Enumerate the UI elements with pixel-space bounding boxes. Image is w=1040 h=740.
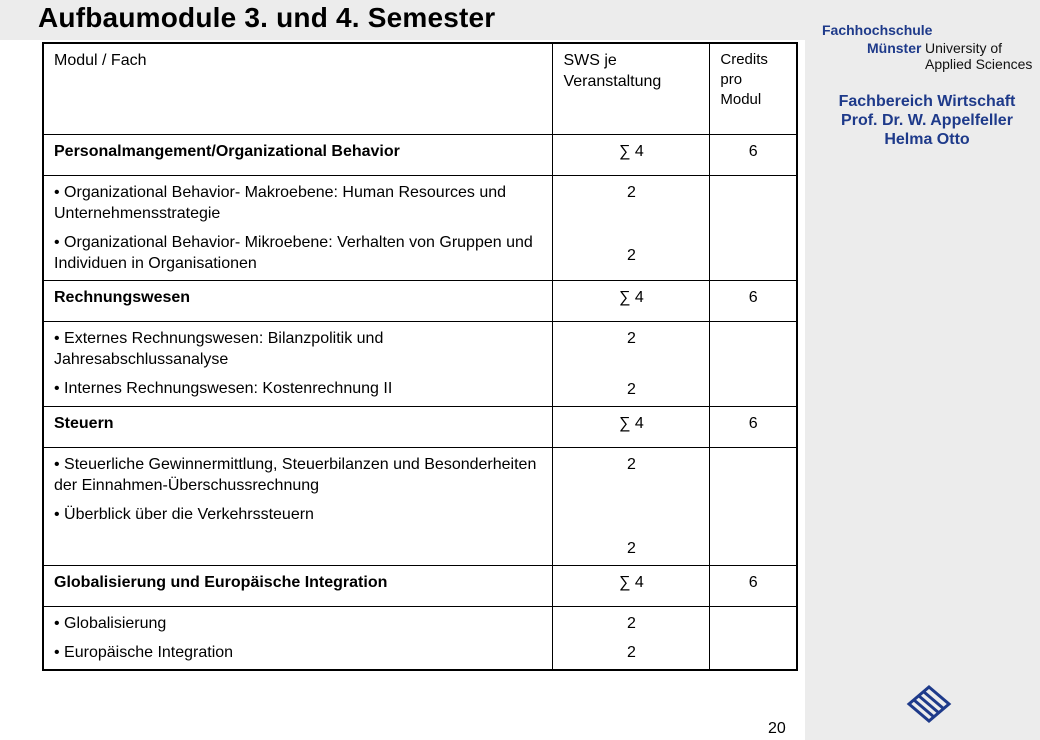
course-row (43, 448, 797, 566)
page-number: 20 (768, 720, 786, 737)
course-item: • Organizational Behavior- Makroebene: Human Resources und Unternehmensstrategie (54, 184, 507, 222)
course-item: • Globalisierung (54, 615, 167, 632)
module-name: Steuern (43, 407, 553, 448)
info-department: Fachbereich Wirtschaft (838, 93, 1016, 110)
logo-university-of: University of (925, 40, 1003, 56)
logo-fachhochschule: Fachhochschule (822, 22, 933, 38)
course-item: • Internes Rechnungswesen: Kostenrechnung II (54, 380, 393, 397)
header-sws (553, 43, 710, 135)
course-item: • Externes Rechnungswesen: Bilanzpolitik und Jahresabschlussanalyse (54, 330, 384, 368)
module-name: Globalisierung und Europäische Integration (43, 566, 553, 607)
course-row (43, 176, 797, 281)
fh-logo-cube-icon (906, 684, 952, 724)
module-sws: ∑ 4 (553, 566, 710, 607)
course-item: • Organizational Behavior- Mikroebene: Verhalten von Gruppen und Individuen in Organisationen (54, 234, 533, 272)
header-credits (710, 43, 797, 135)
logo-applied-sciences: Applied Sciences (925, 56, 1033, 72)
module-sws: ∑ 4 (553, 135, 710, 176)
info-professor: Prof. Dr. W. Appelfeller (841, 112, 1013, 129)
module-name: Personalmangement/Organizational Behavior (43, 135, 553, 176)
course-sws-value: 2 (626, 540, 636, 557)
course-row (43, 607, 797, 671)
module-table (42, 42, 798, 671)
course-sws-value: 2 (626, 330, 636, 347)
course-item: • Überblick über die Verkehrssteuern (54, 506, 314, 523)
course-credits-empty (710, 607, 797, 671)
course-credits-empty (710, 322, 797, 407)
module-row (43, 135, 797, 176)
module-credits: 6 (710, 281, 797, 322)
module-sws: ∑ 4 (553, 281, 710, 322)
header-sws-line: SWS je (563, 52, 617, 69)
module-row (43, 407, 797, 448)
module-sws: ∑ 4 (553, 407, 710, 448)
course-credits-empty (710, 176, 797, 281)
info-block (816, 92, 1038, 149)
course-sws (553, 176, 710, 281)
course-sws-value: 2 (626, 381, 636, 398)
course-list (43, 448, 553, 566)
course-sws (553, 607, 710, 671)
header-credits-line: Credits (720, 51, 768, 68)
header-credits-line: Modul (720, 91, 762, 108)
header-credits-line: pro (720, 71, 743, 88)
module-credits: 6 (710, 407, 797, 448)
table-header-row (43, 43, 797, 135)
course-sws-value: 2 (626, 644, 636, 661)
course-sws-value: 2 (626, 184, 636, 201)
course-item: • Steuerliche Gewinnermittlung, Steuerbilanzen und Besonderheiten der Einnahmen-Überschussrechnung (54, 456, 537, 494)
course-list (43, 176, 553, 281)
course-sws-value: 2 (626, 456, 636, 473)
course-sws-value: 2 (626, 615, 636, 632)
logo-muenster: Münster (867, 40, 922, 56)
course-sws (553, 448, 710, 566)
course-row (43, 322, 797, 407)
course-list (43, 607, 553, 671)
header-module: Modul / Fach (43, 43, 553, 135)
course-credits-empty (710, 448, 797, 566)
module-row (43, 281, 797, 322)
header-sws-line: Veranstaltung (563, 73, 662, 90)
course-sws-value: 2 (626, 247, 636, 264)
module-credits: 6 (710, 566, 797, 607)
course-item: • Europäische Integration (54, 644, 234, 661)
page-title: Aufbaumodule 3. und 4. Semester (38, 2, 496, 33)
course-list (43, 322, 553, 407)
module-row (43, 566, 797, 607)
course-sws (553, 322, 710, 407)
module-name: Rechnungswesen (43, 281, 553, 322)
info-person: Helma Otto (884, 131, 970, 148)
module-credits: 6 (710, 135, 797, 176)
